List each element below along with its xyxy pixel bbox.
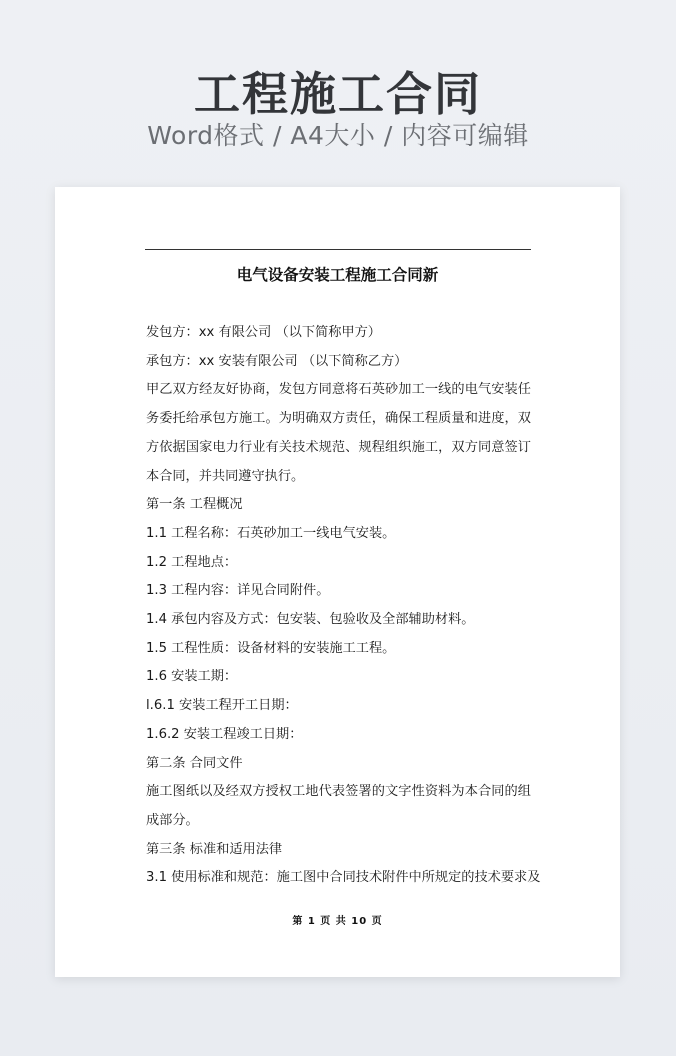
party-b-line: 承包方：xx 安装有限公司 （以下简称乙方） [146, 353, 408, 369]
article-2-heading: 第二条 合同文件 [146, 755, 243, 771]
clause-1-6: 1.6 安装工期： [146, 669, 238, 685]
article-2-paragraph: 施工图纸以及经双方授权工地代表签署的文字性资料为本合同的组成部分。 [146, 784, 531, 828]
page-number-footer: 第 1 页 共 10 页 [292, 916, 383, 927]
document-page [55, 187, 620, 977]
clause-1-6-2: 1.6.2 安装工程竣工日期： [146, 726, 303, 742]
banner-subtitle: Word格式 / A4大小 / 内容可编辑 [147, 121, 529, 150]
document-body [146, 319, 541, 893]
clause-3-1: 3.1 使用标准和规范：施工图中合同技术附件中所规定的技术要求及 [146, 870, 541, 886]
clause-1-6-1: l.6.1 安装工程开工日期： [146, 698, 298, 714]
clause-1-5: 1.5 工程性质：设备材料的安装施工工程。 [146, 640, 396, 656]
article-3-heading: 第三条 标准和适用法律 [146, 841, 283, 857]
clause-1-2: 1.2 工程地点： [146, 554, 238, 570]
clause-1-4: 1.4 承包内容及方式：包安装、包验收及全部辅助材料。 [146, 612, 475, 628]
document-title: 电气设备安装工程施工合同新 [236, 266, 439, 284]
banner-title: 工程施工合同 [194, 67, 482, 121]
header-divider [145, 249, 531, 250]
party-a-line: 发包方：xx 有限公司 （以下简称甲方） [146, 325, 381, 340]
clause-1-3: 1.3 工程内容：详见合同附件。 [146, 583, 330, 599]
clause-1-1: 1.1 工程名称：石英砂加工一线电气安装。 [146, 525, 396, 541]
article-1-heading: 第一条 工程概况 [146, 497, 243, 513]
preamble-paragraph: 甲乙双方经友好协商，发包方同意将石英砂加工一线的电气安装任务委托给承包方施工。为明确双方责任，确保工程质量和进度，双方依据国家电力行业有关技术规范、规程组织施工，双方同意签订本合同，并共同遵守执行。 [146, 382, 531, 484]
